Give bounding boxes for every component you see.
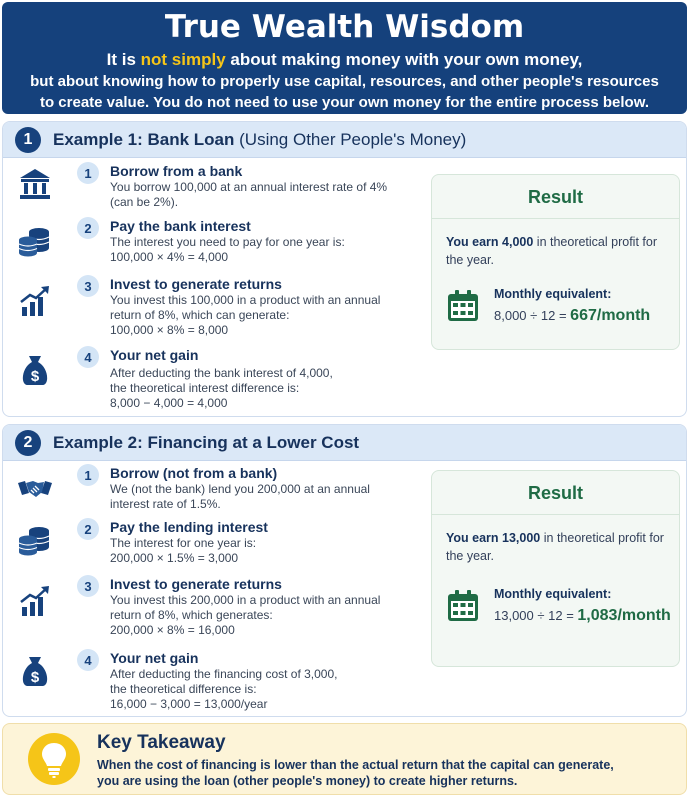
handshake-icon: [17, 470, 53, 506]
earn-prefix: You earn: [446, 531, 503, 545]
subtitle-text: about making money with your own money,: [225, 50, 583, 69]
step-description: [110, 366, 333, 411]
example-2-title: Example 2: Financing at a Lower Cost: [53, 432, 360, 452]
monthly-value: 667/month: [570, 307, 651, 324]
growth-chart-icon: [17, 583, 53, 619]
result-earn-text: [446, 529, 666, 565]
takeaway-line: When the cost of financing is lower than the actual return that the capital can generate,: [97, 758, 614, 772]
step-description: [110, 482, 370, 512]
monthly-calc: [494, 607, 671, 625]
example-2-panel: [2, 424, 687, 717]
earn-amount: 4,000: [502, 235, 534, 249]
desc-line: return of 8%, which can generate:: [110, 308, 290, 322]
desc-line: 16,000 − 3,000 = 13,000/year: [110, 697, 268, 711]
step-title: Invest to generate returns: [110, 576, 282, 592]
step-number: 3: [77, 275, 99, 297]
step-number: 2: [77, 217, 99, 239]
key-takeaway-box: [2, 723, 687, 795]
example-1-header: [3, 122, 686, 158]
step-description: [110, 293, 380, 338]
example-title-suffix: (Using Other People's Money): [239, 129, 467, 149]
step-number: 4: [77, 346, 99, 368]
step-description: [110, 180, 387, 210]
desc-line: 8,000 − 4,000 = 4,000: [110, 396, 228, 410]
money-bag-icon: [17, 653, 53, 689]
result-earn-text: [446, 233, 666, 269]
monthly-calc: [494, 307, 650, 325]
example-1-title: [53, 130, 466, 150]
step-description: [110, 667, 337, 712]
step-number: 4: [77, 649, 99, 671]
bank-icon: [17, 166, 53, 202]
step-number: 3: [77, 575, 99, 597]
desc-line: After deducting the bank interest of 4,000,: [110, 366, 333, 380]
earn-suffix: in theoretical profit for the year.: [446, 531, 664, 563]
result-title: Result: [432, 471, 679, 515]
desc-line: The interest for one year is:: [110, 536, 257, 550]
step-title: Your net gain: [110, 347, 199, 363]
step-title: Pay the bank interest: [110, 218, 251, 234]
subtitle-line-3: to create value. You do not need to use your own money for the entire process below.: [39, 94, 649, 111]
calendar-icon: [446, 289, 480, 323]
desc-line: We (not the bank) lend you 200,000 at an annual: [110, 482, 370, 496]
step-number: 2: [77, 518, 99, 540]
desc-line: 100,000 × 4% = 4,000: [110, 250, 229, 264]
step-title: Pay the lending interest: [110, 519, 268, 535]
desc-line: 200,000 × 8% = 16,000: [110, 623, 235, 637]
step-title: Borrow (not from a bank): [110, 465, 278, 481]
step-description: [110, 235, 345, 265]
earn-amount: 13,000: [502, 531, 541, 545]
step-title: Invest to generate returns: [110, 276, 282, 292]
example-number-badge: 2: [15, 430, 41, 456]
page-title: True Wealth Wisdom: [164, 9, 525, 45]
result-card: [431, 174, 680, 350]
calendar-icon: [446, 589, 480, 623]
desc-line: After deducting the financing cost of 3,000,: [110, 667, 338, 681]
subtitle-line-1: [2, 49, 687, 71]
example-1-panel: [2, 121, 687, 417]
earn-prefix: You earn: [446, 235, 503, 249]
desc-line: You invest this 100,000 in a product with an annual: [110, 293, 381, 307]
desc-line: 100,000 × 8% = 8,000: [110, 323, 229, 337]
monthly-formula: 13,000 ÷ 12 =: [494, 608, 578, 623]
takeaway-title: Key Takeaway: [97, 732, 226, 753]
desc-line: interest rate of 1.5%.: [110, 497, 221, 511]
money-bag-icon: [17, 352, 53, 388]
desc-line: You invest this 200,000 in a product with an annual: [110, 593, 381, 607]
desc-line: the theoretical difference is:: [110, 682, 257, 696]
step-description: [110, 593, 380, 638]
earn-suffix: in theoretical profit for the year.: [446, 235, 657, 267]
desc-line: (can be 2%).: [110, 195, 179, 209]
monthly-formula: 8,000 ÷ 12 =: [494, 308, 571, 323]
coin-stack-icon: [17, 522, 53, 558]
step-title: Your net gain: [110, 650, 199, 666]
desc-line: The interest you need to pay for one year is:: [110, 235, 345, 249]
monthly-label: Monthly equivalent:: [494, 587, 612, 601]
step-number: 1: [77, 464, 99, 486]
step-description: [110, 536, 256, 566]
coin-stack-icon: [17, 223, 53, 259]
result-title: Result: [432, 175, 679, 219]
step-title: Borrow from a bank: [110, 163, 243, 179]
subtitle-text: It is: [106, 50, 141, 69]
header-banner: [2, 2, 687, 114]
monthly-equivalent: [446, 287, 679, 331]
example-2-header: [3, 425, 686, 461]
highlight-text: not simply: [140, 50, 226, 69]
desc-line: You borrow 100,000 at an annual interest rate of 4%: [110, 180, 388, 194]
subtitle-line-2: but about knowing how to properly use capital, resources, and other people's resources: [30, 73, 659, 90]
desc-line: return of 8%, which generates:: [110, 608, 273, 622]
example-number-badge: 1: [15, 127, 41, 153]
takeaway-text: [97, 757, 614, 789]
step-number: 1: [77, 162, 99, 184]
desc-line: the theoretical interest difference is:: [110, 381, 300, 395]
desc-line: 200,000 × 1.5% = 3,000: [110, 551, 239, 565]
monthly-label: Monthly equivalent:: [494, 287, 612, 301]
lightbulb-icon: [27, 732, 81, 786]
growth-chart-icon: [17, 283, 53, 319]
result-card: [431, 470, 680, 667]
monthly-equivalent: [446, 587, 679, 631]
monthly-value: 1,083/month: [577, 607, 671, 624]
takeaway-line: you are using the loan (other people's money) to create higher returns.: [97, 774, 518, 788]
example-title-text: Example 1: Bank Loan: [53, 129, 240, 149]
